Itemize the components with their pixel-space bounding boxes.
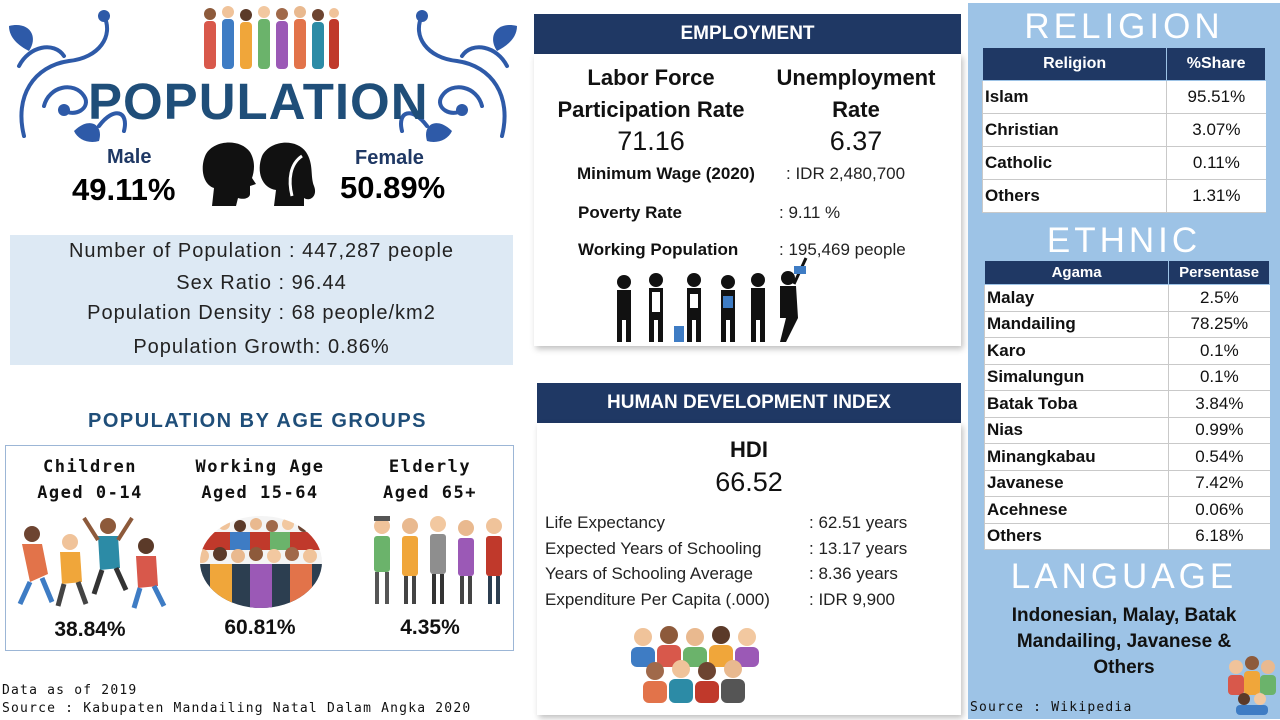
age-group-name: Working Age <box>195 457 325 477</box>
ethnic-name: Minangkabau <box>985 444 1169 471</box>
lfpr-title-line2: Participation Rate <box>557 97 745 122</box>
ethnic-share: 6.18% <box>1169 523 1270 550</box>
religion-share: 95.51% <box>1167 81 1266 114</box>
unemployment-block <box>756 62 956 157</box>
table-row <box>983 180 1266 213</box>
hdi-label: HDI <box>730 437 768 462</box>
population-density: Population Density : 68 people/km2 <box>87 302 436 324</box>
female-label: Female <box>355 147 424 169</box>
crowd-illustration <box>198 4 340 72</box>
female-percentage: 50.89% <box>340 170 446 205</box>
ethnic-name: Malay <box>985 285 1169 312</box>
male-label: Male <box>107 146 152 168</box>
ethnic-table-header <box>985 261 1270 285</box>
lfpr-block <box>546 62 756 157</box>
table-row <box>985 391 1270 418</box>
religion-name: Others <box>983 180 1167 213</box>
religion-name: Catholic <box>983 147 1167 180</box>
hdi-card <box>537 423 961 715</box>
data-source-note: Source : Kabupaten Mandailing Natal Dalam Angka 2020 <box>2 701 472 716</box>
ethnic-name: Nias <box>985 417 1169 444</box>
working-age-crowd-illustration <box>200 516 322 608</box>
religion-col-share: %Share <box>1167 48 1266 81</box>
unemployment-title-line1: Unemployment <box>776 65 936 90</box>
ethnic-name: Karo <box>985 338 1169 365</box>
age-group-children <box>10 454 170 506</box>
language-title: LANGUAGE <box>1010 557 1238 596</box>
table-row <box>985 417 1270 444</box>
religion-name: Christian <box>983 114 1167 147</box>
table-row <box>985 470 1270 497</box>
number-of-population: Number of Population : 447,287 people <box>68 240 455 262</box>
expenditure-label: Expenditure Per Capita (.000) <box>545 590 770 609</box>
ethnic-name: Javanese <box>985 470 1169 497</box>
expenditure-value: : IDR 9,900 <box>809 590 895 609</box>
ethnic-share: 7.42% <box>1169 470 1270 497</box>
table-row <box>985 523 1270 550</box>
working-population-value: : 195,469 people <box>779 240 906 259</box>
religion-title: RELIGION <box>1024 7 1224 46</box>
table-row <box>985 497 1270 524</box>
unemployment-value: 6.37 <box>829 126 883 156</box>
schooling-average-label: Years of Schooling Average <box>545 564 753 583</box>
expected-schooling-label: Expected Years of Schooling <box>545 539 762 558</box>
poverty-rate-label: Poverty Rate <box>578 203 682 222</box>
table-row <box>983 114 1266 147</box>
male-female-silhouette-icon <box>192 136 332 212</box>
hdi-value: 66.52 <box>715 467 783 497</box>
expected-schooling-value: : 13.17 years <box>809 539 908 558</box>
ethnic-share: 2.5% <box>1169 285 1270 312</box>
ethnic-share: 0.99% <box>1169 417 1270 444</box>
table-row <box>985 338 1270 365</box>
ethnic-share: 0.06% <box>1169 497 1270 524</box>
age-group-range: Aged 15-64 <box>201 483 319 503</box>
age-group-elderly <box>350 454 510 506</box>
workers-illustration <box>608 256 808 344</box>
ethnic-name: Batak Toba <box>985 391 1169 418</box>
table-row <box>983 81 1266 114</box>
language-list: Indonesian, Malay, Batak Mandailing, Javanese & Others <box>1011 605 1237 678</box>
religion-table-header <box>983 48 1266 81</box>
age-group-range: Aged 0-14 <box>37 483 143 503</box>
hdi-header: HUMAN DEVELOPMENT INDEX <box>537 383 961 423</box>
religion-share: 1.31% <box>1167 180 1266 213</box>
sex-ratio: Sex Ratio : 96.44 <box>176 272 347 294</box>
table-row <box>985 364 1270 391</box>
age-group-name: Elderly <box>388 457 472 477</box>
ethnic-title: ETHNIC <box>1046 221 1202 260</box>
population-stats-box <box>10 235 513 365</box>
working-age-percentage: 60.81% <box>224 616 296 639</box>
religion-share: 3.07% <box>1167 114 1266 147</box>
working-population-label: Working Population <box>578 240 739 259</box>
religion-table <box>982 47 1266 213</box>
schooling-average-value: : 8.36 years <box>809 564 898 583</box>
ethnic-share: 78.25% <box>1169 311 1270 338</box>
table-row <box>985 444 1270 471</box>
minimum-wage-value: : IDR 2,480,700 <box>786 164 906 183</box>
unemployment-title-line2: Rate <box>832 97 880 122</box>
employment-card <box>534 54 961 346</box>
ethnic-col-share: Persentase <box>1169 261 1270 285</box>
life-expectancy-value: : 62.51 years <box>809 513 908 532</box>
life-expectancy-label: Life Expectancy <box>545 513 666 532</box>
religion-name: Islam <box>983 81 1167 114</box>
elderly-percentage: 4.35% <box>400 616 460 639</box>
table-row <box>985 311 1270 338</box>
poverty-rate-value: : 9.11 % <box>779 203 841 222</box>
ethnic-name: Others <box>985 523 1169 550</box>
ethnic-name: Mandailing <box>985 311 1169 338</box>
ethnic-share: 0.54% <box>1169 444 1270 471</box>
wikipedia-source-note: Source : Wikipedia <box>970 700 1133 715</box>
minimum-wage-label: Minimum Wage (2020) <box>577 164 755 183</box>
ethnic-share: 3.84% <box>1169 391 1270 418</box>
table-row <box>985 285 1270 312</box>
ethnic-table <box>984 260 1270 550</box>
male-percentage: 49.11% <box>72 172 176 207</box>
employment-header: EMPLOYMENT <box>534 14 961 54</box>
age-group-range: Aged 65+ <box>383 483 477 503</box>
population-growth: Population Growth: 0.86% <box>133 336 390 358</box>
children-illustration <box>12 512 172 610</box>
elderly-illustration <box>368 514 510 608</box>
religion-share: 0.11% <box>1167 147 1266 180</box>
people-group-icon <box>1224 653 1278 715</box>
population-title: POPULATION <box>88 73 429 130</box>
people-group-illustration <box>629 623 769 703</box>
religion-col-name: Religion <box>983 48 1167 81</box>
ethnic-share: 0.1% <box>1169 338 1270 365</box>
ethnic-col-name: Agama <box>985 261 1169 285</box>
ethnic-name: Acehnese <box>985 497 1169 524</box>
age-group-name: Children <box>43 457 137 477</box>
lfpr-title-line1: Labor Force <box>587 65 715 90</box>
ethnic-share: 0.1% <box>1169 364 1270 391</box>
age-groups-title: POPULATION BY AGE GROUPS <box>88 410 427 432</box>
right-panel <box>968 3 1280 719</box>
table-row <box>983 147 1266 180</box>
ethnic-name: Simalungun <box>985 364 1169 391</box>
children-percentage: 38.84% <box>54 618 126 641</box>
data-year-note: Data as of 2019 <box>2 683 138 698</box>
age-group-working <box>180 454 340 506</box>
lfpr-value: 71.16 <box>617 126 685 156</box>
age-groups-box <box>5 445 514 651</box>
